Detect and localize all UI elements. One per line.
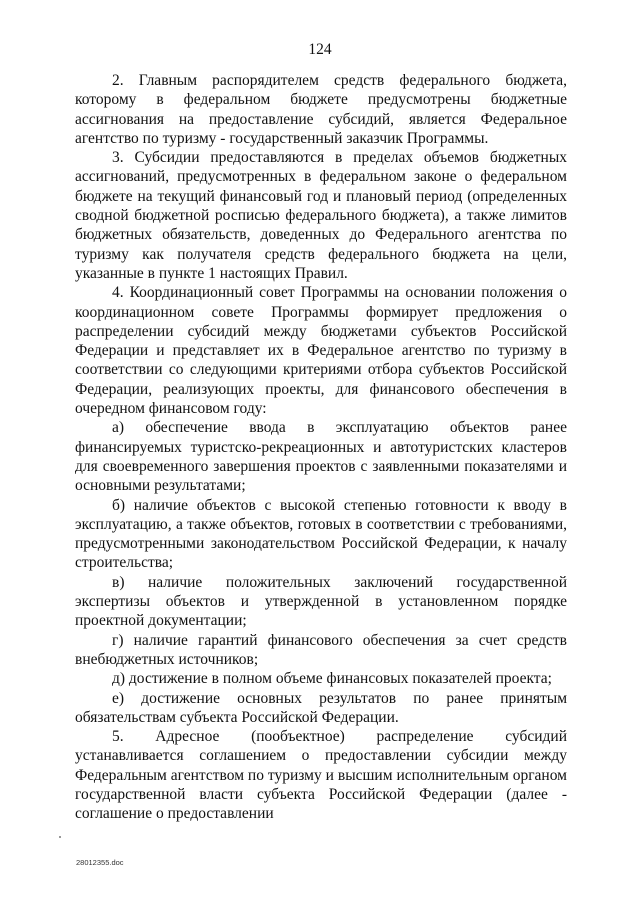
- footer-doc-code: 28012355.doc: [76, 858, 124, 867]
- paragraph-2: 2. Главным распорядителем средств федерального бюджета, которому в федеральном бюджете предусмотрены бюджетные ассигнования на предоставление субсидий, является Федеральное агентство по туризму - государственный заказчик Программы.: [75, 72, 567, 147]
- criterion-g: г) наличие гарантий финансового обеспечения за счет средств внебюджетных источников;: [75, 631, 567, 668]
- criterion-a: а) обеспечение ввода в эксплуатацию объектов ранее финансируемых туристско-рекреационных и автотуристских кластеров для своевременного завершения проектов с заявленными показателями и основными результатами;: [75, 419, 567, 495]
- criterion-e: е) достижение основных результатов по ранее принятым обязательствам субъекта Российской Федерации.: [75, 689, 567, 726]
- paragraph-5: 5. Адресное (пообъектное) распределение субсидий устанавливается соглашением о предоставлении субсидии между Федеральным агентством по туризму и высшим исполнительным органом государственной власти субъекта Российской Федерации (далее - соглашение о предоставлении: [75, 728, 567, 823]
- criterion-v: в) наличие положительных заключений государственной экспертизы объектов и утвержденной в установленном порядке проектной документации;: [75, 573, 567, 630]
- criterion-b: б) наличие объектов с высокой степенью готовности к вводу в эксплуатацию, а также объектов, готовых в соответствии с требованиями, предусмотренными законодательством Российской Федерации, к началу строительства;: [75, 496, 567, 572]
- paragraph-4: 4. Координационный совет Программы на основании положения о координационном совете Программы формирует предложения о распределении субсидий между бюджетами субъектов Российской Федерации и представляет их в Федеральное агентство по туризму в соответствии со следующими критериями отбора субъектов Российской Федерации, реализующих проекты, для финансового обеспечения в очередном финансовом году:: [75, 284, 567, 418]
- body-text: [75, 71, 567, 824]
- paragraph-3: 3. Субсидии предоставляются в пределах объемов бюджетных ассигнований, предусмотренных в федеральном законе о федеральном бюджете на текущий финансовый год и плановый период (определенных сводной бюджетной росписью федерального бюджета), а также лимитов бюджетных обязательств, доведенных до Федерального агентства по туризму как получателя средств федерального бюджета на цели, указанные в пункте 1 настоящих Правил.: [75, 149, 567, 282]
- page-number: 124: [308, 41, 332, 58]
- scan-artifact-dot: [59, 836, 61, 838]
- criterion-d: д) достижение в полном объеме финансовых показателей проекта;: [112, 670, 552, 688]
